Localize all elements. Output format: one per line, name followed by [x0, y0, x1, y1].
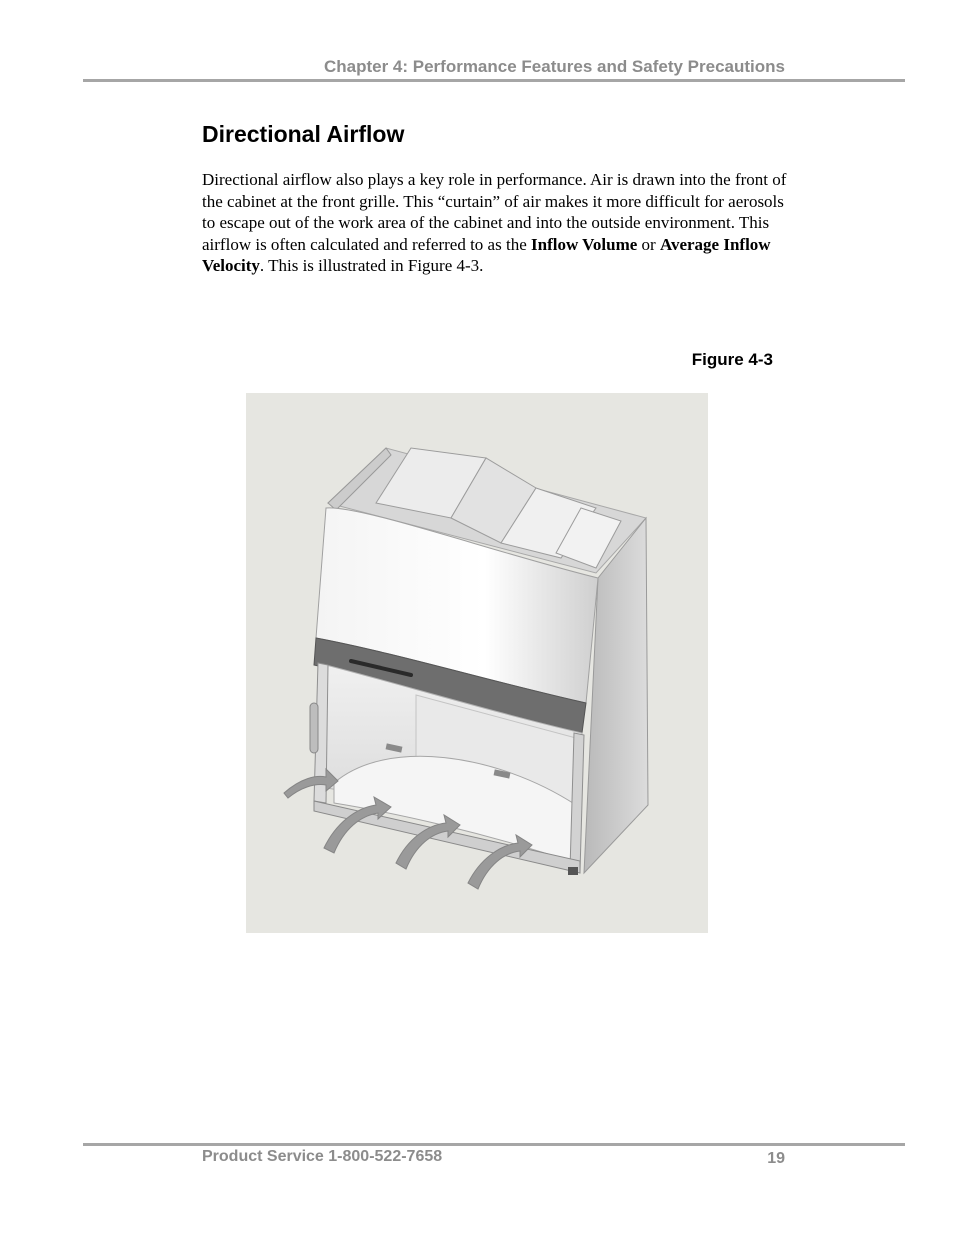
- product-service-footer: Product Service 1-800-522-7658: [202, 1148, 443, 1165]
- paragraph-text-1: Directional airflow also plays a key role in performance. Air is drawn into the front of the cabinet at the front grille. This “curtain” of air makes it more difficult for aerosols to escape out of the work area of the cabinet and into the outside environment. This airflow is often calculated and referred to as the: [202, 170, 787, 254]
- paragraph-text-2: or: [637, 234, 660, 254]
- paragraph-text-3: . This is illustrated in Figure 4-3.: [259, 256, 484, 275]
- page-number: 19: [767, 1150, 785, 1167]
- inflow-volume-term: Inflow Volume: [531, 234, 638, 254]
- body-paragraph: [202, 169, 792, 277]
- footer-rule: [83, 1143, 905, 1146]
- foot-right: [568, 867, 578, 875]
- chapter-header: Chapter 4: Performance Features and Safety Precautions: [323, 57, 785, 76]
- header-rule: [83, 79, 905, 82]
- figure-caption: Figure 4-3: [691, 350, 773, 369]
- left-handle: [310, 703, 318, 753]
- section-title: Directional Airflow: [202, 121, 405, 147]
- cabinet-illustration: [246, 393, 708, 933]
- average-inflow-velocity-term: Average Inflow Velocity: [202, 234, 771, 275]
